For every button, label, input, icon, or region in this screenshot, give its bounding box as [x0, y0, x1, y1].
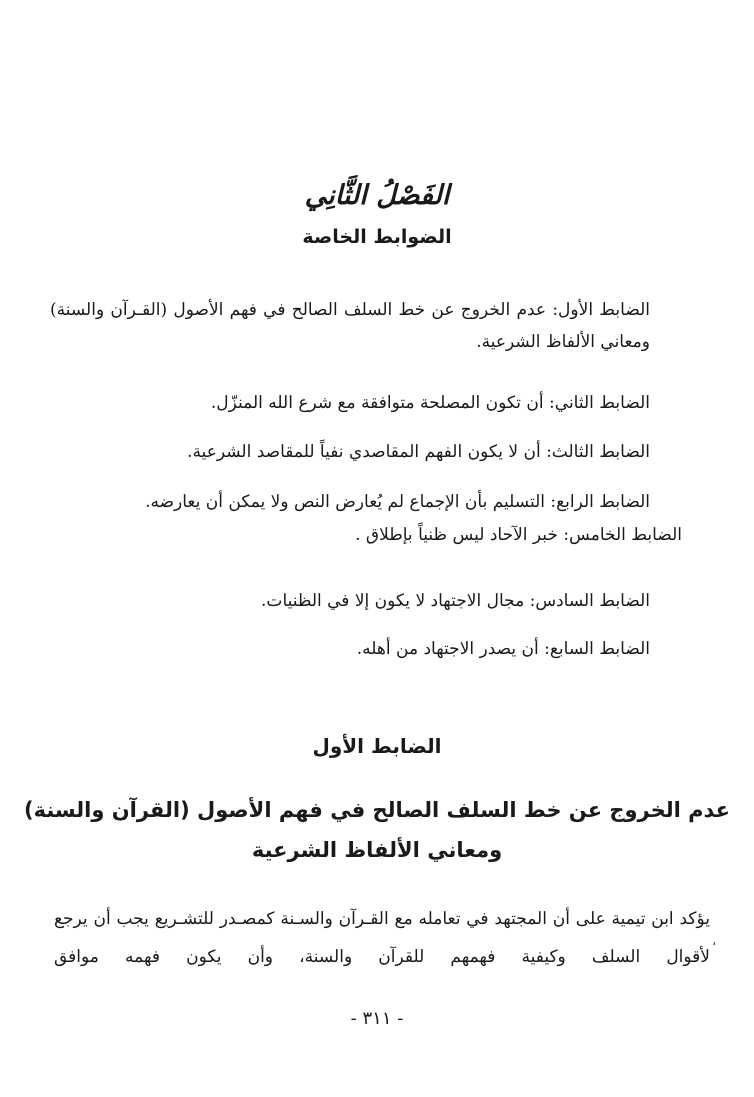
- rule-6-summary: الضابط السادس: مجال الاجتهاد لا يكون إلا في الظنيات.: [261, 591, 650, 611]
- page-number: - ٣١١ -: [350, 1008, 404, 1029]
- section-heading: الضابط الأول: [312, 734, 442, 758]
- rule-3-summary: الضابط الثالث: أن لا يكون الفهم المقاصدي نفياً للمقاصد الشرعية.: [187, 442, 650, 462]
- rule-7-summary: الضابط السابع: أن يصدر الاجتهاد من أهله.: [356, 639, 650, 659]
- chapter-subtitle: الضوابط الخاصة: [302, 226, 452, 248]
- margin-mark: ،: [712, 934, 717, 949]
- rule-1-summary: الضابط الأول: عدم الخروج عن خط السلف الصالح في فهم الأصول (القـرآن والسنة) ومعاني الألفاظ الشرعية.: [50, 300, 650, 352]
- section-title-line-2: ومعاني الألفاظ الشرعية: [251, 838, 503, 862]
- rule-5-summary: الضابط الخامس: خبر الآحاد ليس ظنياً بإطلاق .: [355, 525, 682, 545]
- rule-2-summary: الضابط الثاني: أن تكون المصلحة متوافقة مع شرع الله المنزّل.: [210, 393, 650, 413]
- section-title-line-1: عدم الخروج عن خط السلف الصالح في فهم الأصول (القرآن والسنة): [23, 798, 730, 822]
- rule-4-summary: الضابط الرابع: التسليم بأن الإجماع لم يُعارض النص ولا يمكن أن يعارضه.: [145, 492, 650, 512]
- body-paragraph: يؤكد ابن تيمية على أن المجتهد في تعامله مع القـرآن والسـنة كمصـدر للتشـريع يجب أن يرجع لأقوال السلف وكيفية فهمهم للقرآن والسنة، وأن يكون فهمه موافق: [54, 909, 710, 967]
- section-title: [0, 790, 754, 870]
- chapter-title: الفَصْلُ الثَّانِي: [304, 180, 450, 211]
